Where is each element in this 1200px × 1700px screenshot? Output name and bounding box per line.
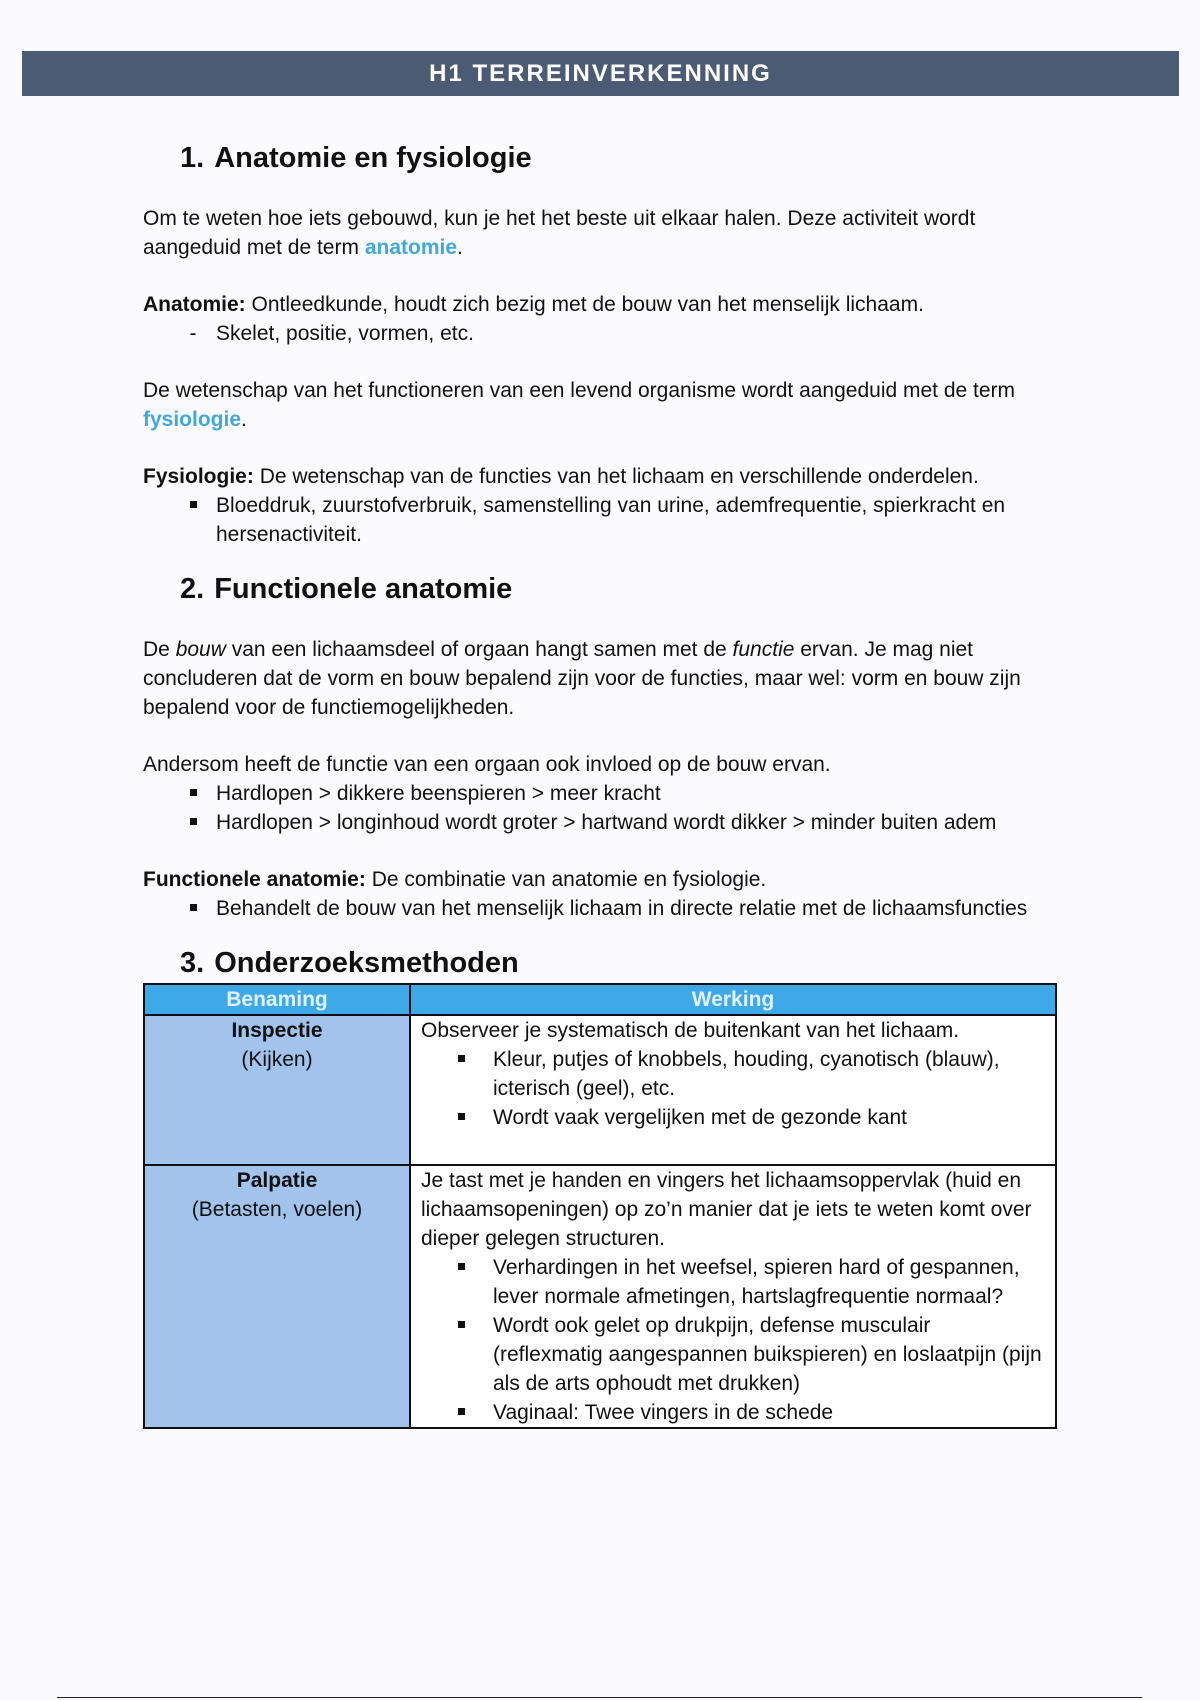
term-anatomie: anatomie [364,236,458,259]
column-header-benaming: Benaming [144,984,410,1015]
method-name-cell: Palpatie (Betasten, voelen) [144,1165,410,1428]
list-item: Vaginaal: Twee vingers in de schede [421,1398,1045,1427]
method-description-cell: Observeer je systematisch de buitenkant van het lichaam. Kleur, putjes of knobbels, houding, cyanotisch (blauw), icterisch (geel), etc. Wordt vaak vergelijken met de gezonde kant [410,1015,1056,1165]
table-row [144,1015,1056,1165]
column-header-werking: Werking [410,984,1056,1015]
list-item: Wordt ook gelet op drukpijn, defense musculair (reflexmatig aangespannen buikspieren) en loslaatpijn (pijn als de arts ophoudt met drukken) [421,1311,1045,1398]
list-fysiologie [143,491,1063,549]
list-hardlopen [143,779,1063,837]
chapter-title: H1 TERREINVERKENNING [429,59,772,87]
list-item: Kleur, putjes of knobbels, houding, cyanotisch (blauw), icterisch (geel), etc. [421,1045,1045,1103]
list-item: Hardlopen > dikkere beenspieren > meer kracht [143,779,1063,808]
list-item: Wordt vaak vergelijken met de gezonde kant [421,1103,1045,1132]
list-functionele-anatomie [143,894,1063,923]
list-anatomie [143,319,1063,348]
method-name-cell: Inspectie (Kijken) [144,1015,410,1165]
page-footer-divider [57,1697,1142,1698]
list-item: - Skelet, positie, vormen, etc. [189,322,474,345]
term-fysiologie: fysiologie [143,408,242,431]
table-row [144,1165,1056,1428]
paragraph-anatomie-intro: Om te weten hoe iets gebouwd, kun je het het beste uit elkaar halen. Deze activiteit wordt aangeduid met de term anatomie. [143,207,976,259]
list-item: Verhardingen in het weefsel, spieren hard of gespannen, lever normale afmetingen, hartslagfrequentie normaal? [421,1253,1045,1311]
section-heading-1: 1. Anatomie en fysiologie [180,142,532,174]
paragraph-bouw-functie: De bouw van een lichaamsdeel of orgaan hangt samen met de functie ervan. Je mag niet concluderen dat de vorm en bouw bepalend zijn voor de functies, maar wel: vorm en bouw zijn bepalend voor de functiemogelijkheden. [143,638,1021,719]
definition-functionele-anatomie: Functionele anatomie: De combinatie van anatomie en fysiologie. [143,868,767,891]
chapter-banner [22,51,1179,96]
definition-fysiologie: Fysiologie: De wetenschap van de functies van het lichaam en verschillende onderdelen. [143,465,979,488]
list-item: Hardlopen > longinhoud wordt groter > hartwand wordt dikker > minder buiten adem [143,808,1063,837]
paragraph-andersom: Andersom heeft de functie van een orgaan ook invloed op de bouw ervan. [143,753,831,776]
section-heading-2: 2. Functionele anatomie [180,573,513,605]
methods-table [143,983,1057,1429]
method-description-cell: Je tast met je handen en vingers het lichaamsoppervlak (huid en lichaamsopeningen) op zo’n manier dat je iets te weten komt over dieper gelegen structuren. Verhardingen in het weefsel, spieren hard of gespannen, lever normale afmetingen, hartslagfrequentie normaal? Wordt ook gelet op drukpijn, defense musculair (reflexmatig aangespannen buikspieren) en loslaatpijn (pijn als de arts ophoudt met drukken) Vaginaal: Twee vingers in de schede [410,1165,1056,1428]
paragraph-fysiologie-intro: De wetenschap van het functioneren van een levend organisme wordt aangeduid met de term fysiologie. [143,379,1016,431]
document-body [143,140,1063,1429]
list-item: Behandelt de bouw van het menselijk lichaam in directe relatie met de lichaamsfuncties [143,894,1063,923]
definition-anatomie: Anatomie: Ontleedkunde, houdt zich bezig met de bouw van het menselijk lichaam. [143,293,924,316]
table-header-row [144,984,1056,1015]
section-heading-3: 3. Onderzoeksmethoden [180,947,519,979]
list-item: Bloeddruk, zuurstofverbruik, samenstelling van urine, ademfrequentie, spierkracht en hersenactiviteit. [143,491,1063,549]
